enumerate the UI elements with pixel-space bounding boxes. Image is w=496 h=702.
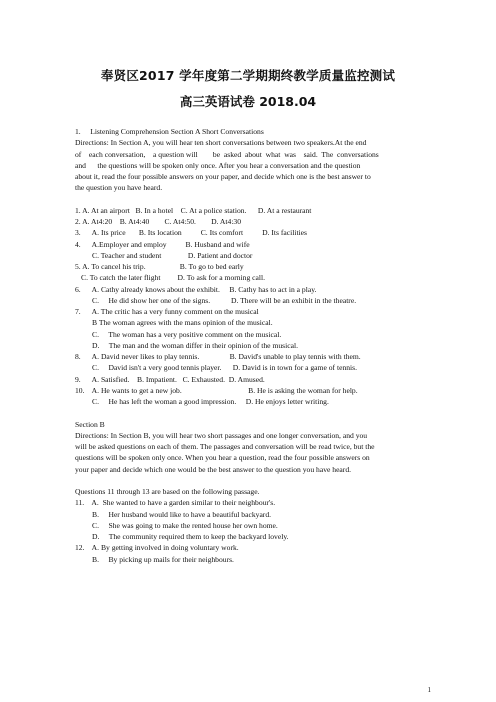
directions-line: the question you have heard. xyxy=(75,183,163,193)
page-number: 1 xyxy=(427,686,431,694)
directions-line: questions will be spoken only once. When you hear a question, read the four possible answers on xyxy=(75,453,370,463)
question-5-options: C. To catch the later flight D. To ask for a morning call. xyxy=(81,273,266,283)
question-11-option-b: B. Her husband would like to have a beautiful backyard. xyxy=(92,509,272,519)
question-8-options: C. David isn't a very good tennis player. D. David is in town for a game of tennis. xyxy=(92,363,357,373)
question-5: 5. A. To cancel his trip. B. To go to bed early xyxy=(75,262,244,271)
question-7-option-c: C. The woman has a very positive comment on the musical. xyxy=(92,329,282,339)
directions-line: of each conversation, a question will be asked about what was said. The conversations xyxy=(75,149,379,159)
question-1: 1. A. At an airport B. In a hotel C. At a police station. D. At a restaurant xyxy=(75,205,312,215)
directions-line: about it, read the four possible answers on your paper, and decide which one is the best answer to xyxy=(75,172,371,181)
question-7-option-d: D. The man and the woman differ in their opinion of the musical. xyxy=(92,340,298,350)
question-10-options: C. He has left the woman a good impression. D. He enjoys letter writing. xyxy=(92,397,329,406)
question-12-option-b: B. By picking up mails for their neighbours. xyxy=(92,554,234,564)
question-6-options: C. He did show her one of the signs. D. There will be an exhibit in the theatre. xyxy=(92,295,357,305)
question-8: 8. A. David never likes to play tennis. B. David's unable to play tennis with them. xyxy=(75,352,361,361)
page-title: 奉贤区2017 学年度第二学期期终教学质量监控测试 xyxy=(100,68,396,83)
question-10: 10. A. He wants to get a new job. B. He is asking the woman for help. xyxy=(75,385,358,395)
question-12: 12. A. By getting involved in doing voluntary work. xyxy=(75,543,239,553)
question-11: 11. A. She wanted to have a garden similar to their neighbour's. xyxy=(75,498,276,508)
question-7: 7. A. The critic has a very funny comment on the musical xyxy=(75,307,259,316)
directions-line: your paper and decide which one would be the best answer to the question you have heard. xyxy=(75,464,352,474)
exam-body xyxy=(75,126,422,565)
question-11-option-d: D. The community required them to keep the backyard lovely. xyxy=(92,532,289,541)
section-a-directions xyxy=(75,137,422,193)
question-4-options: C. Teacher and student D. Patient and doctor xyxy=(92,250,253,260)
question-9: 9. A. Satisfied. B. Impatient. C. Exhausted. D. Amused. xyxy=(75,374,265,384)
question-11-option-c: C. She was going to make the rented house her own home. xyxy=(92,520,278,530)
page-subtitle: 高三英语试卷 2018.04 xyxy=(179,94,317,109)
section-b-heading: Section B xyxy=(75,419,105,429)
question-2: 2. A. At4:20 B. At4:40 C. At4:50. D. At4:30 xyxy=(75,217,242,226)
directions-line: will be asked questions on each of them. The passages and conversation will be read twice, but the xyxy=(75,442,375,451)
question-6: 6. A. Cathy already knows about the exhibit. B. Cathy has to act in a play. xyxy=(75,284,317,294)
directions-line: Directions: In Section A, you will hear ten short conversations between two speakers.At the end xyxy=(75,138,367,148)
passage-intro: Questions 11 through 13 are based on the following passage. xyxy=(75,487,260,496)
question-3: 3. A. Its price B. Its location C. Its comfort D. Its facilities xyxy=(75,228,307,238)
directions-line: Directions: In Section B, you will hear two short passages and one longer conversation, and you xyxy=(75,430,368,440)
question-7-option-b: B The woman agrees with the mans opinion of the musical. xyxy=(92,318,273,328)
directions-line: and the questions will be spoken only once. After you hear a conversation and the question xyxy=(75,160,361,170)
question-4: 4. A.Employer and employ B. Husband and wife xyxy=(75,239,250,249)
section-a-heading: 1. Listening Comprehension Section A Short Conversations xyxy=(75,127,264,136)
section-b-directions xyxy=(75,430,422,475)
